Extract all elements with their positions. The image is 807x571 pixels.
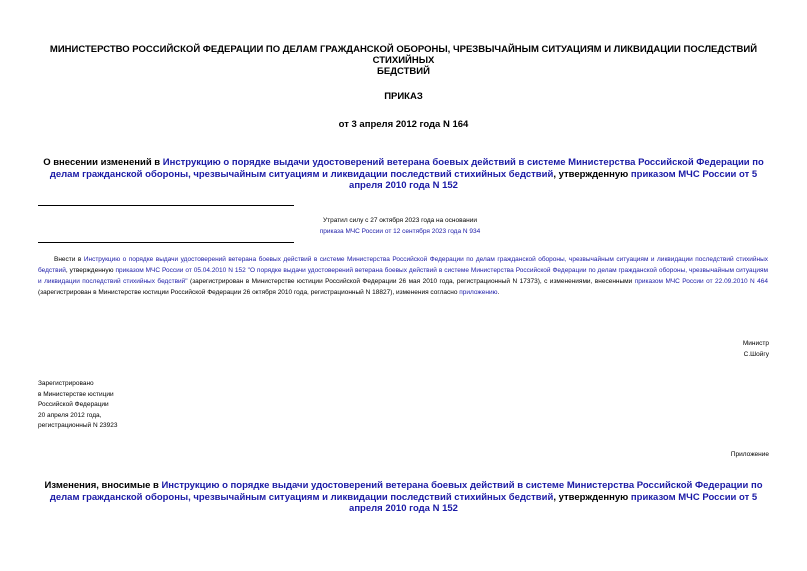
registration-line: регистрационный N 23923 <box>38 422 118 429</box>
registration-line: Российской Федерации <box>38 401 109 408</box>
agency-name-line2: БЕДСТВИЙ <box>377 66 430 77</box>
divider-bottom <box>38 242 294 243</box>
expiry-note-text: Утратил силу с 27 октября 2023 года на основании <box>323 217 477 224</box>
registration-line: Зарегистрировано <box>38 380 94 387</box>
appendix-order-152-link[interactable]: приказом МЧС России от 5 апреля 2010 года N 152 <box>349 491 758 514</box>
signature-name: С.Шойгу <box>743 351 769 358</box>
body-text-5: . <box>497 289 500 296</box>
body-paragraph <box>38 254 768 298</box>
document-title <box>40 157 767 192</box>
body-order-464-link[interactable]: приказом МЧС России от 22.09.2010 N 464 <box>634 278 768 285</box>
body-text-4: (зарегистрирован в Министерстве юстиции Российской Федерации 26 октября 2010 года, регистрационный N 18827), изменения согласно <box>38 289 460 296</box>
body-order-152-link[interactable]: приказом МЧС России от 05.04.2010 N 152 "О порядке выдачи удостоверений ветерана боевых действий в системе Министерства Российской Федерации по делам гражданской обороны, чрезвычайным ситуациям и ликвидации последствий стихийных бедствий" <box>38 267 768 285</box>
order-152-link[interactable]: приказом МЧС России от 5 апреля 2010 года N 152 <box>349 168 758 191</box>
appendix-label: Приложение <box>730 451 769 458</box>
agency-name-line1: МИНИСТЕРСТВО РОССИЙСКОЙ ФЕДЕРАЦИИ ПО ДЕЛАМ ГРАЖДАНСКОЙ ОБОРОНЫ, ЧРЕЗВЫЧАЙНЫМ СИТУАЦИЯМ И ЛИКВИДАЦИИ ПОСЛЕДСТВИЙ СТИХИЙНЫХ <box>49 44 758 66</box>
body-text-3: (зарегистрирован в Министерстве юстиции Российской Федерации 26 мая 2010 года, регистрационный N 17373), с изменениями, внесенными <box>187 278 635 285</box>
expiry-note <box>300 215 500 237</box>
body-text-1: Внести в <box>54 256 84 263</box>
appendix-title-pre: Изменения, вносимые в <box>44 480 162 491</box>
registration-line: 20 апреля 2012 года, <box>38 411 102 419</box>
signature-title: Министр <box>742 340 769 347</box>
appendix-instruction-link[interactable]: Инструкцию о порядке выдачи удостоверений ветерана боевых действий в системе Министерства Российской Федерации по делам гражданской обороны, чрезвычайным ситуациям и ликвидации последствий стихийных бедствий <box>49 480 763 503</box>
signature-block <box>743 338 769 360</box>
title-text-mid: , утвержденную <box>553 168 631 180</box>
document-date-number: от 3 апреля 2012 года N 164 <box>338 119 469 130</box>
document-type: ПРИКАЗ <box>384 91 423 102</box>
appendix-title <box>40 480 767 515</box>
appendix-link[interactable]: приложению <box>459 289 498 296</box>
registration-line: в Министерстве юстиции <box>38 390 114 398</box>
body-instruction-link[interactable]: Инструкцию о порядке выдачи удостоверений ветерана боевых действий в системе Министерства Российской Федерации по делам гражданской обороны, чрезвычайным ситуациям и ликвидации последствий стихийных бедствий <box>38 256 768 274</box>
instruction-link[interactable]: Инструкцию о порядке выдачи удостоверений ветерана боевых действий в системе Министерства Российской Федерации по делам гражданской обороны, чрезвычайным ситуациям и ликвидации последствий стихийных бедствий <box>49 157 764 180</box>
title-text-pre: О внесении изменений в <box>43 157 163 168</box>
body-text-2: , утвержденную <box>65 267 116 274</box>
registration-block <box>38 379 118 432</box>
divider-top <box>38 205 294 206</box>
order-934-link[interactable]: приказа МЧС России от 12 сентября 2023 года N 934 <box>319 228 481 235</box>
agency-name <box>40 44 767 77</box>
appendix-title-mid: , утвержденную <box>553 491 631 503</box>
